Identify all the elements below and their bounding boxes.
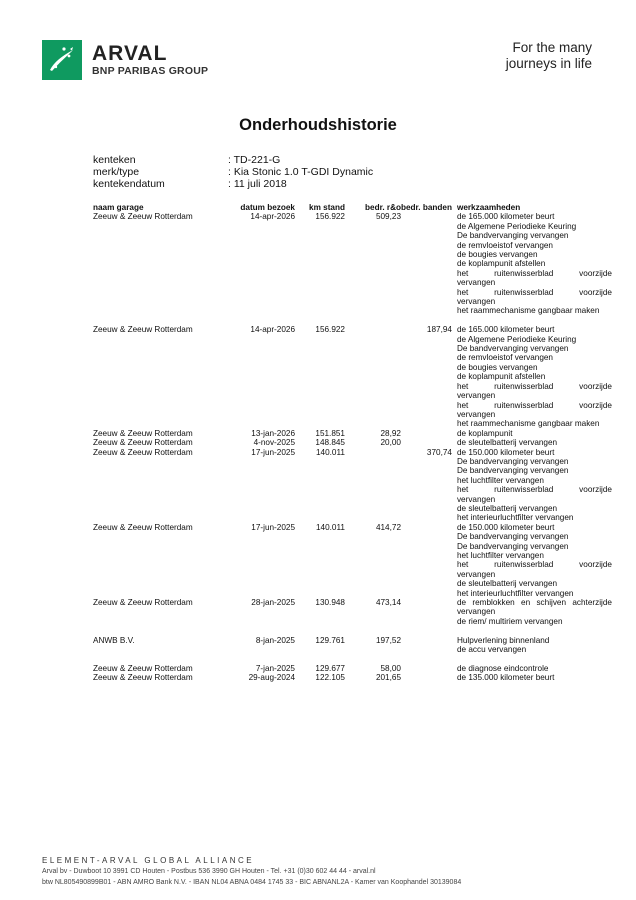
col-header-work: werkzaamheden (456, 203, 521, 212)
work-line: de 165.000 kilometer beurt (456, 325, 555, 335)
work-line: de koplampunit afstellen (456, 259, 546, 269)
col-header-garage: naam garage (93, 203, 144, 212)
kentekendatum-label: kentekendatum (93, 178, 165, 190)
garage-cell: Zeeuw & Zeeuw Rotterdam (93, 663, 193, 673)
work-cell (452, 438, 612, 447)
garage-cell: Zeeuw & Zeeuw Rotterdam (93, 438, 193, 448)
date-cell: 4-nov-2025 (253, 438, 295, 448)
tyre-amount-cell: 187,94 (426, 325, 452, 335)
date-cell: 14-apr-2026 (250, 212, 295, 222)
tyre-amount-cell (401, 212, 452, 315)
table-row (93, 212, 612, 315)
work-line: de koplampunit (456, 428, 513, 438)
kentekendatum-value: : 11 juli 2018 (228, 178, 287, 190)
vehicle-info (93, 154, 493, 190)
garage-cell: Zeeuw & Zeeuw Rotterdam (93, 325, 193, 335)
row-spacer (93, 654, 612, 663)
table-row (93, 523, 612, 598)
vehicle-row-merk (93, 166, 493, 178)
date-cell: 7-jan-2025 (255, 663, 295, 673)
work-line: het ruitenwisserblad voorzijde (456, 400, 612, 410)
kenteken-label: kenteken (93, 154, 136, 166)
tyre-amount-cell: 370,74 (426, 447, 452, 457)
ro-amount-cell: 197,52 (375, 635, 401, 645)
work-cell (452, 664, 612, 673)
table-row (93, 438, 612, 447)
footer-alliance: ELEMENT-ARVAL GLOBAL ALLIANCE (42, 856, 255, 865)
table-row (93, 636, 612, 655)
work-line: de diagnose eindcontrole (456, 663, 549, 673)
merk-label: merk/type (93, 166, 140, 178)
row-spacer-cell (93, 316, 612, 325)
table-row (93, 429, 612, 438)
ro-amount-cell: 20,00 (380, 438, 401, 448)
work-line: het ruitenwisserblad voorzijde (456, 381, 612, 391)
work-line: de 165.000 kilometer beurt (456, 212, 555, 222)
work-line: de remvloeistof vervangen (456, 240, 553, 250)
vehicle-row-datum (93, 178, 493, 190)
km-cell: 140.011 (316, 522, 345, 532)
km-cell: 156.922 (315, 325, 345, 335)
work-cell (452, 448, 612, 523)
row-spacer (93, 626, 612, 635)
table-row (93, 598, 612, 626)
work-line: het luchtfilter vervangen (456, 475, 544, 485)
merk-value: : Kia Stonic 1.0 T-GDI Dynamic (228, 166, 374, 178)
garage-cell: Zeeuw & Zeeuw Rotterdam (93, 522, 193, 532)
work-line: de Algemene Periodieke Keuring (456, 334, 577, 344)
garage-cell: Zeeuw & Zeeuw Rotterdam (93, 428, 193, 438)
work-line: vervangen (456, 607, 496, 617)
work-line: vervangen (456, 278, 496, 288)
table-body (93, 212, 612, 682)
work-line: vervangen (456, 569, 496, 579)
work-cell (452, 523, 612, 598)
date-cell: 8-jan-2025 (255, 635, 295, 645)
date-cell: 29-aug-2024 (248, 673, 295, 683)
work-cell (452, 598, 612, 626)
ro-amount-cell: 509,23 (375, 212, 401, 222)
date-cell: 13-jan-2026 (251, 428, 295, 438)
work-line: De bandvervanging vervangen (456, 231, 569, 241)
work-line: de sleutelbatterij vervangen (456, 503, 558, 513)
work-line: vervangen (456, 409, 496, 419)
ro-amount-cell: 28,92 (380, 428, 401, 438)
garage-cell: ANWB B.V. (93, 635, 135, 645)
brand-subtitle: BNP PARIBAS GROUP (92, 65, 209, 77)
work-line: De bandvervanging vervangen (456, 466, 569, 476)
work-line: het raammechanisme gangbaar maken (456, 306, 600, 316)
footer-bank-info: btw NL805490899B01 - ABN AMRO Bank N.V. - IBAN NL04 ABNA 0484 1745 33 - BIC ABNANL2A - Kamer van Koophandel 30139084 (42, 879, 462, 886)
tyre-amount-cell (401, 523, 452, 598)
work-line: de accu vervangen (456, 645, 527, 655)
col-header-banden: bedr. banden (401, 203, 452, 212)
work-line: de bougies vervangen (456, 362, 538, 372)
ro-amount-cell (345, 325, 401, 428)
work-cell (452, 636, 612, 655)
row-spacer-cell (93, 626, 612, 635)
garage-cell: Zeeuw & Zeeuw Rotterdam (93, 212, 193, 222)
work-line: De bandvervanging vervangen (456, 344, 569, 354)
kenteken-value: : TD-221-G (228, 154, 281, 166)
work-line: het interieurluchtfilter vervangen (456, 513, 574, 523)
work-line: het ruitenwisserblad voorzijde (456, 560, 612, 570)
garage-cell: Zeeuw & Zeeuw Rotterdam (93, 598, 193, 608)
garage-cell: Zeeuw & Zeeuw Rotterdam (93, 673, 193, 683)
work-line: de Algemene Periodieke Keuring (456, 221, 577, 231)
date-cell: 17-jun-2025 (251, 447, 295, 457)
date-cell: 17-jun-2025 (251, 522, 295, 532)
km-cell: 151.851 (315, 428, 345, 438)
table-row (93, 448, 612, 523)
footer-address: Arval bv - Duwboot 10 3991 CD Houten - Postbus 536 3990 GH Houten - Tel. +31 (0)30 602 44 44 - arval.nl (42, 868, 376, 875)
tagline (392, 40, 592, 72)
table-row (93, 673, 612, 682)
work-line: Hulpverlening binnenland (456, 635, 550, 645)
table-row (93, 664, 612, 673)
work-line: de remvloeistof vervangen (456, 353, 553, 363)
work-line: de 135.000 kilometer beurt (456, 673, 555, 683)
tyre-amount-cell (401, 429, 452, 438)
work-line: de bougies vervangen (456, 250, 538, 260)
work-line: de koplampunit afstellen (456, 372, 546, 382)
tyre-amount-cell (401, 636, 452, 655)
col-header-ro: bedr. r&o (365, 203, 401, 212)
km-cell: 156.922 (315, 212, 345, 222)
tyre-amount-cell (401, 673, 452, 682)
table-header-row (93, 203, 612, 212)
km-cell: 148.845 (315, 438, 345, 448)
garage-cell: Zeeuw & Zeeuw Rotterdam (93, 447, 193, 457)
tyre-amount-cell (401, 438, 452, 447)
brand-name: ARVAL (92, 42, 168, 65)
date-cell: 14-apr-2026 (250, 325, 295, 335)
work-line: De bandvervanging vervangen (456, 541, 569, 551)
work-line: de remblokken en schijven achterzijde (456, 598, 612, 608)
work-line: De bandvervanging vervangen (456, 532, 569, 542)
work-cell (452, 429, 612, 438)
tyre-amount-cell (401, 598, 452, 626)
page-title: Onderhoudshistorie (239, 116, 397, 134)
work-line: het ruitenwisserblad voorzijde (456, 268, 612, 278)
work-line: vervangen (456, 297, 496, 307)
ro-amount-cell: 201,65 (375, 673, 401, 683)
work-line: het luchtfilter vervangen (456, 551, 544, 561)
footer (42, 855, 461, 888)
ro-amount-cell (345, 448, 401, 523)
work-line: het ruitenwisserblad voorzijde (456, 485, 612, 495)
work-line: de 150.000 kilometer beurt (456, 447, 555, 457)
vehicle-row-kenteken (93, 154, 493, 166)
col-header-km: km stand (309, 203, 345, 212)
work-cell (452, 212, 612, 315)
work-line: De bandvervanging vervangen (456, 456, 569, 466)
work-line: vervangen (456, 494, 496, 504)
tagline-line-1: For the many (512, 40, 592, 55)
row-spacer-cell (93, 654, 612, 663)
maintenance-history-table (93, 203, 612, 683)
ro-amount-cell: 58,00 (380, 663, 401, 673)
arval-logo (42, 40, 208, 80)
date-cell: 28-jan-2025 (251, 598, 295, 608)
col-header-date: datum bezoek (240, 203, 295, 212)
km-cell: 130.948 (315, 598, 345, 608)
arval-logo-icon (42, 40, 82, 80)
work-line: de riem/ multiriem vervangen (456, 616, 563, 626)
work-line: de sleutelbatterij vervangen (456, 579, 558, 589)
row-spacer (93, 316, 612, 325)
km-cell: 129.761 (315, 635, 345, 645)
work-cell (452, 325, 612, 428)
work-line: het ruitenwisserblad voorzijde (456, 287, 612, 297)
work-line: het raammechanisme gangbaar maken (456, 419, 600, 429)
tagline-line-2: journeys in life (505, 56, 592, 71)
km-cell: 140.011 (316, 447, 345, 457)
tyre-amount-cell (401, 664, 452, 673)
ro-amount-cell: 414,72 (375, 522, 401, 532)
work-line: de 150.000 kilometer beurt (456, 522, 555, 532)
km-cell: 122.105 (315, 673, 345, 683)
km-cell: 129.677 (315, 663, 345, 673)
table-row (93, 325, 612, 428)
work-line: de sleutelbatterij vervangen (456, 438, 558, 448)
work-cell (452, 673, 612, 682)
work-line: vervangen (456, 391, 496, 401)
ro-amount-cell: 473,14 (375, 598, 401, 608)
work-line: het interieurluchtfilter vervangen (456, 588, 574, 598)
